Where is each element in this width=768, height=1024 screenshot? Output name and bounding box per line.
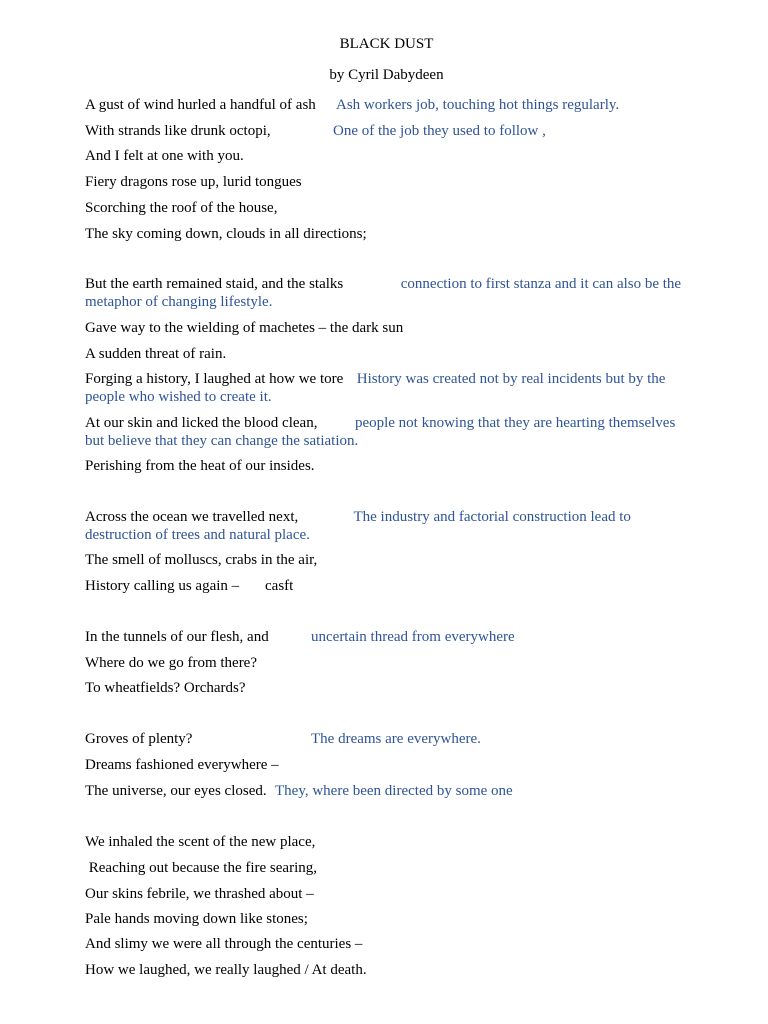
line-text: The universe, our eyes closed. [85, 783, 267, 799]
poem-line [85, 371, 685, 406]
poem-line [85, 629, 685, 647]
poem-line [85, 97, 685, 115]
annotation-note: History was created not by real incidents but by the people who wished to create it. [85, 371, 666, 405]
annotation-note: One of the job they used to follow , [333, 123, 546, 139]
line-text: A gust of wind hurled a handful of ash [85, 97, 316, 113]
annotation-note: connection to first stanza and it can also be the metaphor of changing lifestyle. [85, 276, 682, 310]
poem-line: Perishing from the heat of our insides. [85, 458, 315, 474]
poem-line: Scorching the roof of the house, [85, 200, 278, 216]
annotation-note: The dreams are everywhere. [311, 731, 481, 747]
stray-text: casft [265, 578, 294, 594]
poem-line: Pale hands moving down like stones; [85, 911, 308, 927]
poem-line: Gave way to the wielding of machetes – the dark sun [85, 320, 404, 336]
poem-line: The smell of molluscs, crabs in the air, [85, 552, 318, 568]
annotation-note: They, where been directed by some one [275, 783, 513, 799]
line-text: Groves of plenty? [85, 731, 193, 747]
poem-line [85, 276, 685, 311]
poem-line: And I felt at one with you. [85, 148, 244, 164]
poem-line [85, 123, 685, 141]
line-text: In the tunnels of our flesh, and [85, 629, 269, 645]
poem-line: Reaching out because the fire searing, [85, 860, 317, 876]
poem-byline: by Cyril Dabydeen [329, 67, 444, 83]
poem-line: And slimy we were all through the centuries – [85, 936, 363, 952]
poem-line [85, 731, 685, 749]
poem-line: The sky coming down, clouds in all directions; [85, 226, 367, 242]
poem-line: Where do we go from there? [85, 655, 258, 671]
line-text: History calling us again – [85, 578, 240, 594]
line-text: But the earth remained staid, and the stalks [85, 276, 344, 292]
poem-line: Dreams fashioned everywhere – [85, 757, 279, 773]
poem-line [85, 509, 685, 544]
poem-line: To wheatfields? Orchards? [85, 680, 246, 696]
poem-line [85, 578, 685, 596]
line-text: With strands like drunk octopi, [85, 123, 271, 139]
annotation-note: Ash workers job, touching hot things regularly. [336, 97, 620, 113]
poem-title: BLACK DUST [339, 36, 434, 52]
poem-line: Fiery dragons rose up, lurid tongues [85, 174, 302, 190]
poem-line: A sudden threat of rain. [85, 346, 227, 362]
annotation-note: The industry and factorial construction lead to destruction of trees and natural place. [85, 509, 631, 543]
poem-line: We inhaled the scent of the new place, [85, 834, 316, 850]
poem-line: How we laughed, we really laughed / At death. [85, 962, 367, 978]
line-text: Forging a history, I laughed at how we tore [85, 371, 344, 387]
poem-line [85, 415, 685, 450]
annotation-note: uncertain thread from everywhere [311, 629, 515, 645]
annotation-note: people not knowing that they are hearting themselves but believe that they can change the satiation. [85, 415, 676, 449]
document-page [85, 0, 685, 1024]
line-text: At our skin and licked the blood clean, [85, 415, 318, 431]
poem-line: Our skins febrile, we thrashed about – [85, 886, 314, 902]
poem-line [85, 783, 685, 801]
line-text: Across the ocean we travelled next, [85, 509, 299, 525]
